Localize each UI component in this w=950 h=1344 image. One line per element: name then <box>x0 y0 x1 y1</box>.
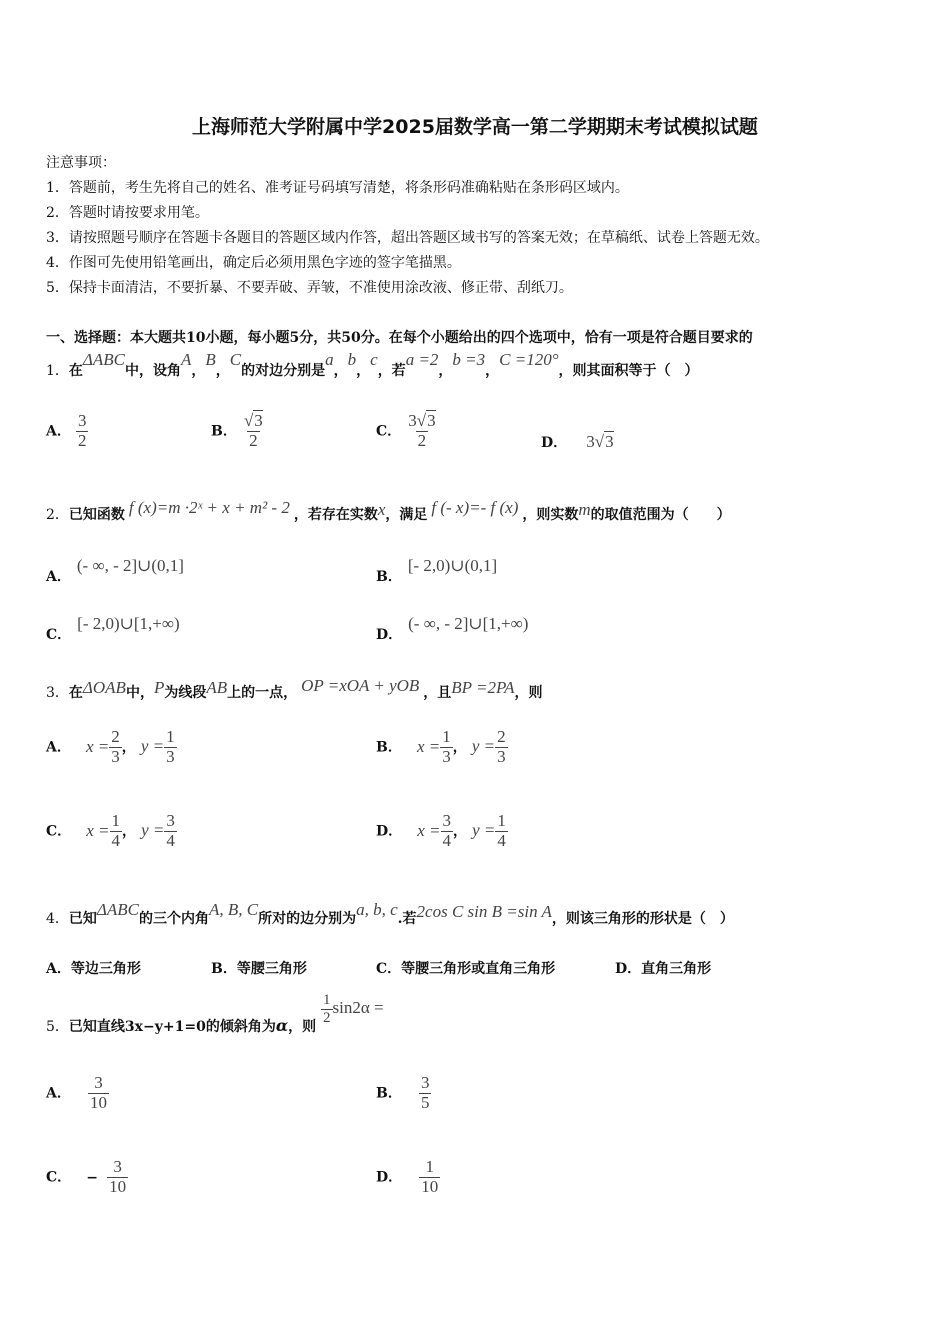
q2-option-a[interactable]: A．(- ∞, - 2]∪(0,1] <box>46 556 184 585</box>
q2-option-c[interactable]: C．[- 2,0)∪[1,+∞) <box>46 614 180 643</box>
page-title: 上海师范大学附属中学2025届数学高一第二学期期末考试模拟试题 <box>192 116 758 138</box>
question-4: 4．已知ΔABC的三个内角A, B, C所对的边分别为a, b, c.若2cos C sin B =sin A，则该三角形的形状是（ ） <box>46 900 734 927</box>
question-3: 3．在ΔOAB中，P为线段AB上的一点， OP =xOA + yOB ，且BP =2PA，则 <box>46 676 543 701</box>
q5-option-c[interactable]: C． − $\frac{3}{10}$ <box>46 1157 127 1196</box>
q4-option-b[interactable]: B．等腰三角形 <box>211 961 307 977</box>
section-heading: 一、选择题：本大题共10小题，每小题5分，共50分。在每个小题给出的四个选项中，恰有一项是符合题目要求的 <box>46 330 753 346</box>
note-item-5: 5．保持卡面清洁，不要折暴、不要弄破、弄皱，不准使用涂改液、修正带、刮纸刀。 <box>46 280 573 296</box>
q1-option-d[interactable]: D． 3√3 <box>541 432 614 451</box>
q5-option-b[interactable]: B． $\frac{3}{5}$ <box>376 1073 430 1112</box>
q5-option-d[interactable]: D． $\frac{1}{10}$ <box>376 1157 439 1196</box>
q3-option-c[interactable]: C． x = $\frac{1}{4}$ ， y = $\frac{3}{4}$ <box>46 811 175 850</box>
q4-option-c[interactable]: C．等腰三角形或直角三角形 <box>376 961 556 977</box>
q1-option-a[interactable]: A． $\frac{3}{2}$ <box>46 411 87 450</box>
q5-option-a[interactable]: A． $\frac{3}{10}$ <box>46 1073 107 1112</box>
q2-option-d[interactable]: D．(- ∞, - 2]∪[1,+∞) <box>376 614 529 643</box>
q2-option-b[interactable]: B．[- 2,0)∪(0,1] <box>376 556 498 585</box>
note-item-3: 3．请按照题号顺序在答题卡各题目的答题区域内作答，超出答题区域书写的答案无效；在草稿纸、试卷上答题无效。 <box>46 230 769 246</box>
q1-option-b[interactable]: B． $\frac{√3}{2}$ <box>211 411 263 450</box>
note-item-1: 1．答题前，考生先将自己的姓名、准考证号码填写清楚，将条形码准确粘贴在条形码区域内。 <box>46 180 629 196</box>
question-2: 2．已知函数 f (x)=m ·2ˣ + x + m² - 2 ，若存在实数x，满足 f (- x)=- f (x) ，则实数m的取值范围为（ ） <box>46 498 731 523</box>
note-item-2: 2．答题时请按要求用笔。 <box>46 205 209 221</box>
question-1: 1．在ΔABC中，设角A，B，C的对边分别是a，b，c，若a =2，b =3，C =120°，则其面积等于（ ） <box>46 350 699 379</box>
q4-option-d[interactable]: D．直角三角形 <box>615 961 712 977</box>
q3-option-b[interactable]: B． x = $\frac{1}{3}$ ， y = $\frac{2}{3}$ <box>376 727 506 766</box>
note-item-4: 4．作图可先使用铅笔画出，确定后必须用黑色字迹的签字笔描黑。 <box>46 255 461 271</box>
q3-option-a[interactable]: A． x = $\frac{2}{3}$ ， y = $\frac{1}{3}$ <box>46 727 175 766</box>
q4-option-a[interactable]: A．等边三角形 <box>46 961 141 977</box>
q1-option-c[interactable]: C． $\frac{3√3}{2}$ <box>376 411 436 450</box>
notes-heading: 注意事项： <box>46 155 116 171</box>
question-5: 5．已知直线3x−y+1=0的倾斜角为α，则 $\frac{1}{2}$ sin2α = <box>46 992 384 1035</box>
q3-option-d[interactable]: D． x = $\frac{3}{4}$ ， y = $\frac{1}{4}$ <box>376 811 506 850</box>
